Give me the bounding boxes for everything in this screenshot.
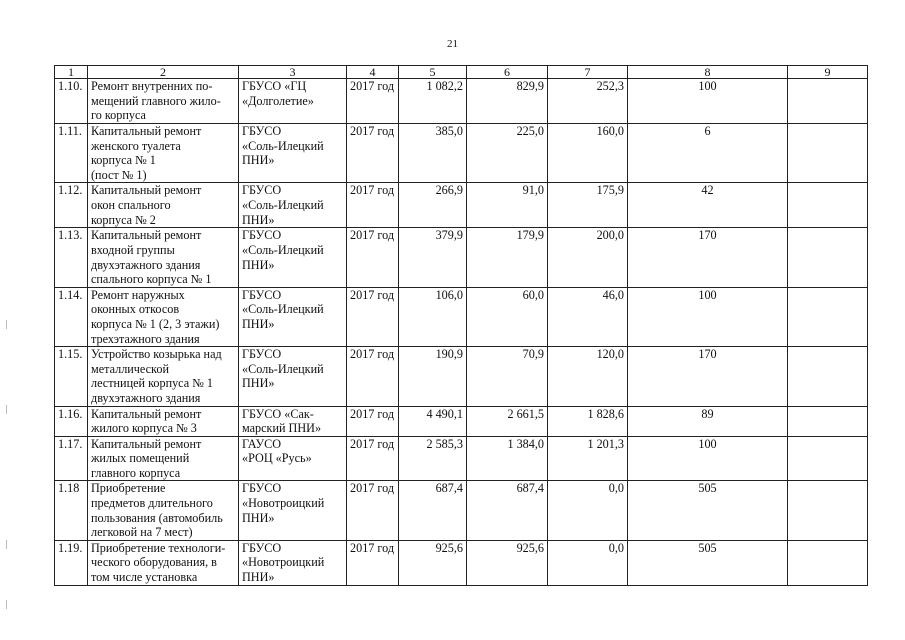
value-col6-cell: 179,9 <box>467 228 548 287</box>
value-col6-cell: 60,0 <box>467 287 548 346</box>
value-col8-cell: 89 <box>628 406 788 436</box>
value-col6-cell: 225,0 <box>467 124 548 183</box>
value-col8-cell: 42 <box>628 183 788 228</box>
year-cell: 2017 год <box>347 406 399 436</box>
data-table <box>54 65 868 586</box>
value-col5-cell: 687,4 <box>399 481 467 540</box>
organization-cell: ГБУСО «ГЦ «Долголетие» <box>239 79 347 124</box>
project-name-cell: Капитальный ремонт жилого корпуса № 3 <box>88 406 239 436</box>
year-cell: 2017 год <box>347 228 399 287</box>
value-col5-cell: 266,9 <box>399 183 467 228</box>
year-cell: 2017 год <box>347 436 399 481</box>
value-col7-cell: 175,9 <box>548 183 628 228</box>
table-header-row <box>55 66 868 79</box>
value-col9-cell <box>788 436 868 481</box>
year-cell: 2017 год <box>347 347 399 406</box>
value-col9-cell <box>788 481 868 540</box>
value-col8-cell: 100 <box>628 287 788 346</box>
table-row <box>55 481 868 540</box>
organization-cell: ГБУСО «Сак- марский ПНИ» <box>239 406 347 436</box>
value-col9-cell <box>788 79 868 124</box>
row-number-cell: 1.11. <box>55 124 88 183</box>
value-col7-cell: 252,3 <box>548 79 628 124</box>
row-number-cell: 1.13. <box>55 228 88 287</box>
project-name-cell: Капитальный ремонт женского туалета корпуса № 1 (пост № 1) <box>88 124 239 183</box>
project-name-cell: Устройство козырька над металлической лестницей корпуса № 1 двухэтажного здания <box>88 347 239 406</box>
value-col8-cell: 505 <box>628 540 788 585</box>
value-col6-cell: 829,9 <box>467 79 548 124</box>
value-col8-cell: 170 <box>628 228 788 287</box>
project-name-cell: Ремонт внутренних по- мещений главного жило- го корпуса <box>88 79 239 124</box>
value-col6-cell: 687,4 <box>467 481 548 540</box>
organization-cell: ГБУСО «Соль-Илецкий ПНИ» <box>239 347 347 406</box>
table-row <box>55 79 868 124</box>
page-number: 21 <box>447 38 458 50</box>
table-row <box>55 228 868 287</box>
table-row <box>55 347 868 406</box>
value-col6-cell: 2 661,5 <box>467 406 548 436</box>
left-margin-mark <box>6 405 7 414</box>
value-col9-cell <box>788 347 868 406</box>
value-col9-cell <box>788 228 868 287</box>
row-number-cell: 1.15. <box>55 347 88 406</box>
value-col8-cell: 170 <box>628 347 788 406</box>
row-number-cell: 1.16. <box>55 406 88 436</box>
organization-cell: ГБУСО «Соль-Илецкий ПНИ» <box>239 287 347 346</box>
row-number-cell: 1.19. <box>55 540 88 585</box>
table-row <box>55 287 868 346</box>
value-col6-cell: 70,9 <box>467 347 548 406</box>
column-header: 5 <box>399 66 467 79</box>
value-col5-cell: 190,9 <box>399 347 467 406</box>
year-cell: 2017 год <box>347 481 399 540</box>
value-col5-cell: 379,9 <box>399 228 467 287</box>
year-cell: 2017 год <box>347 287 399 346</box>
project-name-cell: Ремонт наружных оконных откосов корпуса № 1 (2, 3 этажи) трехэтажного здания <box>88 287 239 346</box>
year-cell: 2017 год <box>347 124 399 183</box>
value-col9-cell <box>788 540 868 585</box>
value-col7-cell: 160,0 <box>548 124 628 183</box>
organization-cell: ГБУСО «Новотроицкий ПНИ» <box>239 540 347 585</box>
project-name-cell: Капитальный ремонт жилых помещений главного корпуса <box>88 436 239 481</box>
value-col5-cell: 106,0 <box>399 287 467 346</box>
value-col9-cell <box>788 287 868 346</box>
project-name-cell: Капитальный ремонт окон спального корпуса № 2 <box>88 183 239 228</box>
row-number-cell: 1.14. <box>55 287 88 346</box>
column-header: 2 <box>88 66 239 79</box>
value-col6-cell: 91,0 <box>467 183 548 228</box>
column-header: 4 <box>347 66 399 79</box>
year-cell: 2017 год <box>347 183 399 228</box>
left-margin-mark <box>6 320 7 329</box>
row-number-cell: 1.12. <box>55 183 88 228</box>
table-row <box>55 183 868 228</box>
column-header: 9 <box>788 66 868 79</box>
value-col8-cell: 505 <box>628 481 788 540</box>
value-col8-cell: 100 <box>628 79 788 124</box>
value-col5-cell: 4 490,1 <box>399 406 467 436</box>
project-name-cell: Приобретение технологи- ческого оборудования, в том числе установка <box>88 540 239 585</box>
column-header: 1 <box>55 66 88 79</box>
value-col8-cell: 100 <box>628 436 788 481</box>
organization-cell: ГБУСО «Соль-Илецкий ПНИ» <box>239 228 347 287</box>
value-col7-cell: 0,0 <box>548 540 628 585</box>
column-header: 6 <box>467 66 548 79</box>
year-cell: 2017 год <box>347 79 399 124</box>
value-col6-cell: 1 384,0 <box>467 436 548 481</box>
column-header: 7 <box>548 66 628 79</box>
row-number-cell: 1.10. <box>55 79 88 124</box>
left-margin-mark <box>6 600 7 609</box>
organization-cell: ГАУСО «РОЦ «Русь» <box>239 436 347 481</box>
value-col5-cell: 385,0 <box>399 124 467 183</box>
column-header: 3 <box>239 66 347 79</box>
column-header: 8 <box>628 66 788 79</box>
value-col7-cell: 120,0 <box>548 347 628 406</box>
project-name-cell: Приобретение предметов длительного пользования (автомобиль легковой на 7 мест) <box>88 481 239 540</box>
value-col5-cell: 1 082,2 <box>399 79 467 124</box>
organization-cell: ГБУСО «Соль-Илецкий ПНИ» <box>239 183 347 228</box>
value-col7-cell: 46,0 <box>548 287 628 346</box>
organization-cell: ГБУСО «Соль-Илецкий ПНИ» <box>239 124 347 183</box>
organization-cell: ГБУСО «Новотроицкий ПНИ» <box>239 481 347 540</box>
value-col7-cell: 1 828,6 <box>548 406 628 436</box>
left-margin-mark <box>6 540 7 549</box>
table-row <box>55 436 868 481</box>
value-col5-cell: 2 585,3 <box>399 436 467 481</box>
project-name-cell: Капитальный ремонт входной группы двухэтажного здания спального корпуса № 1 <box>88 228 239 287</box>
row-number-cell: 1.17. <box>55 436 88 481</box>
value-col9-cell <box>788 124 868 183</box>
value-col9-cell <box>788 406 868 436</box>
value-col7-cell: 200,0 <box>548 228 628 287</box>
value-col5-cell: 925,6 <box>399 540 467 585</box>
value-col7-cell: 0,0 <box>548 481 628 540</box>
table-row <box>55 540 868 585</box>
value-col7-cell: 1 201,3 <box>548 436 628 481</box>
value-col9-cell <box>788 183 868 228</box>
value-col8-cell: 6 <box>628 124 788 183</box>
table-row <box>55 406 868 436</box>
table-row <box>55 124 868 183</box>
year-cell: 2017 год <box>347 540 399 585</box>
value-col6-cell: 925,6 <box>467 540 548 585</box>
row-number-cell: 1.18 <box>55 481 88 540</box>
